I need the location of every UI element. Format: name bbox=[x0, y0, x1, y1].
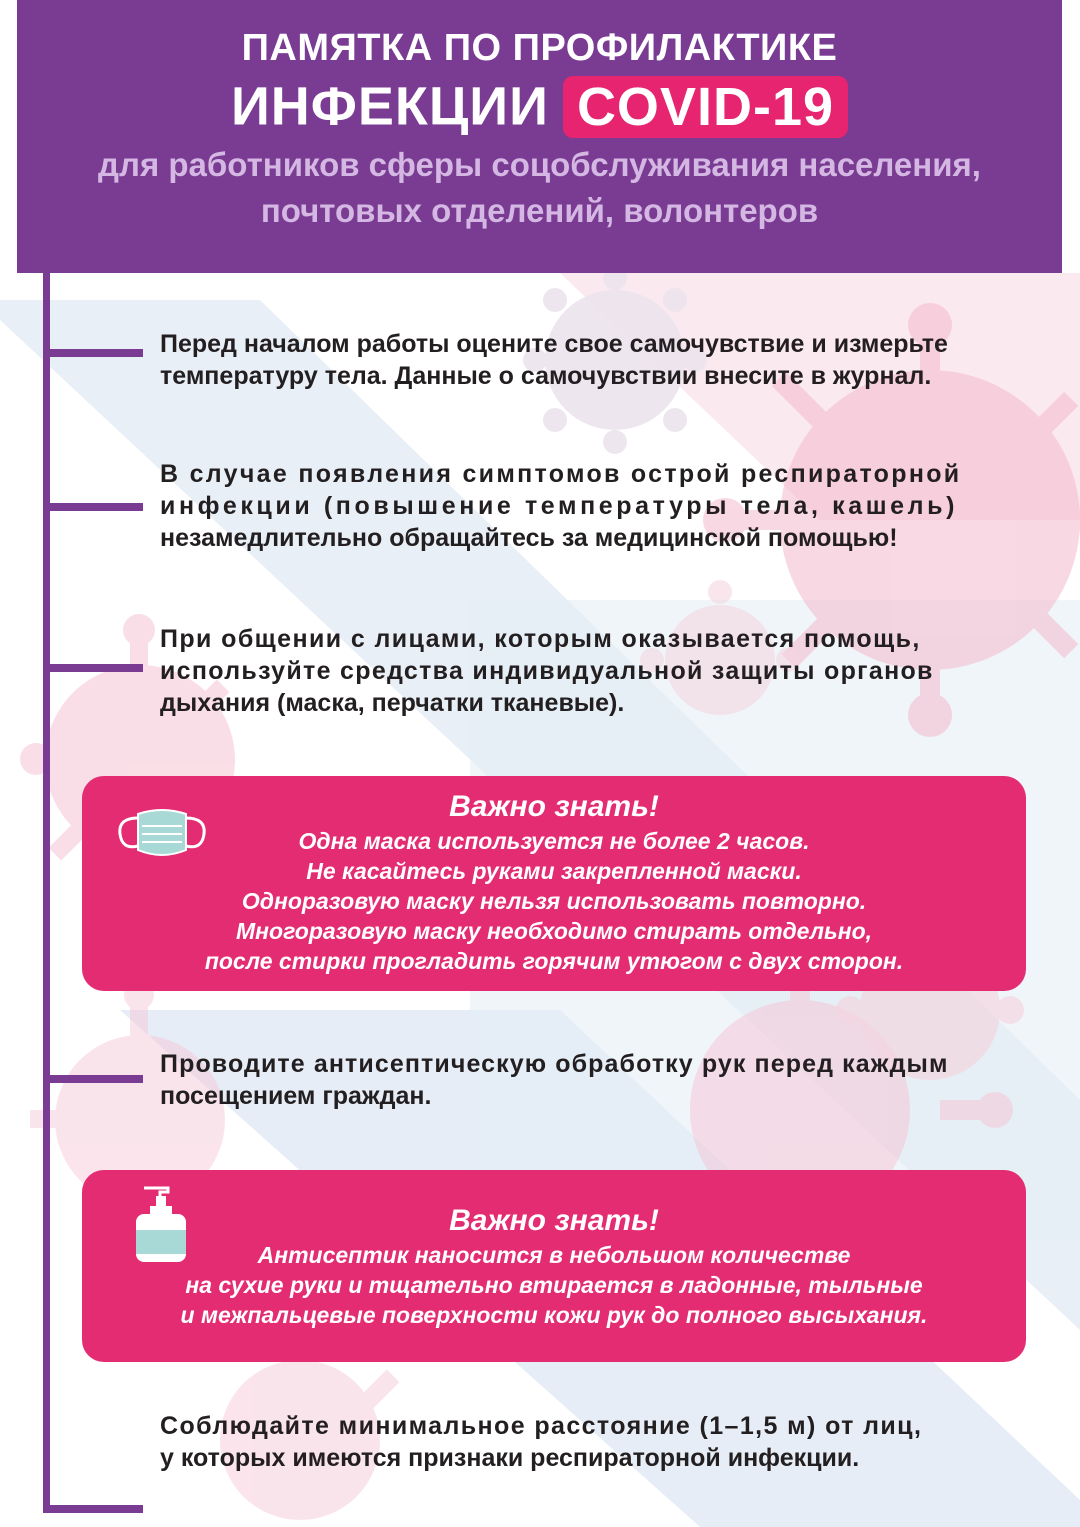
advice-item bbox=[160, 623, 1022, 719]
advice-line: инфекции (повышение температуры тела, кашель) bbox=[160, 492, 959, 520]
advice-line: температуру тела. Данные о самочувствии внесите в журнал. bbox=[160, 362, 932, 390]
box-line: после стирки прогладить горячим утюгом с двух сторон. bbox=[204, 948, 904, 974]
box-line: Антисептик наносится в небольшом количестве bbox=[257, 1242, 851, 1268]
advice-item bbox=[160, 458, 1022, 554]
advice-line: Проводите антисептическую обработку рук перед каждым bbox=[160, 1050, 949, 1078]
sanitizer-bottle-icon bbox=[130, 1184, 190, 1264]
advice-line: Соблюдайте минимальное расстояние (1–1,5 м) от лиц, bbox=[160, 1412, 923, 1440]
mask-icon bbox=[114, 804, 210, 862]
box-title: Важно знать! bbox=[449, 790, 659, 823]
header-subtitle bbox=[17, 142, 1062, 234]
important-box-sanitizer bbox=[82, 1170, 1026, 1362]
advice-line: Перед началом работы оцените свое самочувствие и измерьте bbox=[160, 330, 948, 358]
covid-badge: COVID-19 bbox=[563, 76, 848, 138]
advice-line: посещением граждан. bbox=[160, 1082, 432, 1110]
timeline-marker bbox=[43, 1075, 143, 1083]
advice-line: При общении с лицами, которым оказывается помощь, bbox=[160, 625, 921, 653]
advice-line: В случае появления симптомов острой респираторной bbox=[160, 460, 962, 488]
important-box-mask bbox=[82, 776, 1026, 991]
header-title-line2 bbox=[17, 72, 1062, 138]
advice-line: у которых имеются признаки респираторной инфекции. bbox=[160, 1444, 860, 1472]
timeline-marker bbox=[43, 664, 143, 672]
box-line: Одна маска используется не более 2 часов. bbox=[298, 828, 810, 854]
box-title: Важно знать! bbox=[449, 1204, 659, 1237]
timeline-line bbox=[43, 273, 50, 1513]
header-title-word: ИНФЕКЦИИ bbox=[230, 76, 549, 137]
advice-item bbox=[160, 1048, 1022, 1112]
box-line: Одноразовую маску нельзя использовать повторно. bbox=[241, 888, 867, 914]
header-title-line1: ПАМЯТКА ПО ПРОФИЛАКТИКЕ bbox=[241, 27, 838, 69]
timeline-marker bbox=[43, 1505, 143, 1513]
advice-line: незамедлительно обращайтесь за медицинской помощью! bbox=[160, 524, 898, 552]
header-subtitle-line1: для работников сферы соцобслуживания населения, bbox=[98, 146, 981, 183]
box-line: на сухие руки и тщательно втирается в ладонные, тыльные bbox=[185, 1272, 923, 1298]
advice-item bbox=[160, 1410, 1022, 1474]
page-header bbox=[17, 0, 1062, 273]
box-line: Не касайтесь руками закрепленной маски. bbox=[306, 858, 802, 884]
box-line: Многоразовую маску необходимо стирать отдельно, bbox=[235, 918, 873, 944]
box-line: и межпальцевые поверхности кожи рук до полного высыхания. bbox=[180, 1302, 928, 1328]
advice-item bbox=[160, 328, 1022, 392]
advice-line: дыхания (маска, перчатки тканевые). bbox=[160, 689, 625, 717]
timeline-marker bbox=[43, 503, 143, 511]
timeline-marker bbox=[43, 349, 143, 357]
header-subtitle-line2: почтовых отделений, волонтеров bbox=[260, 192, 819, 229]
advice-line: используйте средства индивидуальной защиты органов bbox=[160, 657, 934, 685]
